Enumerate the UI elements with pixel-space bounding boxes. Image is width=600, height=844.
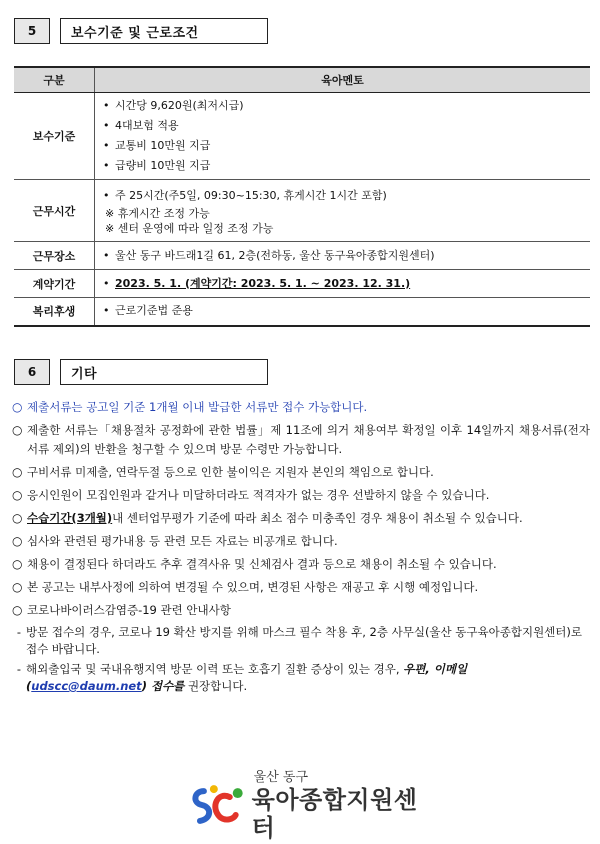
notes-list	[12, 398, 590, 698]
list-item: • 울산 동구 바드래1길 61, 2층(전하동, 울산 동구육아종합지원센터)	[103, 248, 435, 262]
table-row	[14, 93, 590, 180]
list-item: • 교통비 10만원 지급	[103, 139, 211, 152]
header-category: 구분	[14, 67, 95, 93]
row-label: 근무장소	[14, 242, 95, 270]
sub-item: - 해외출입국 및 국내유행지역 방문 이력 또는 호흡기 질환 증상이 있는 경우, 우편, 이메일 (udscc@daum.net) 접수를 권장합니다.	[16, 662, 468, 693]
table-header-row	[14, 67, 590, 93]
list-item: ○ 제출한 서류는「채용절차 공정화에 관한 법률」제 11조에 의거 채용여부 확정일 이후 14일까지 채용서류(전자서류 제외)의 반환을 청구할 수 있으며 방문 수령만 가능합니다.	[12, 423, 590, 456]
row-label: 계약기간	[14, 270, 95, 298]
list-item: ○ 심사와 관련된 평가내용 등 관련 모든 자료는 비공개로 합니다.	[12, 534, 338, 548]
list-item: • 4대보험 적용	[103, 119, 179, 132]
list-item: ○ 수습기간(3개월)내 센터업무평가 기준에 따라 최소 점수 미충족인 경우 채용이 취소될 수 있습니다.	[12, 511, 523, 525]
section-number: 5	[14, 18, 50, 44]
list-item: ○ 코로나바이러스감염증-19 관련 안내사항	[12, 603, 231, 617]
conditions-table	[14, 66, 590, 327]
section-6-header	[14, 359, 268, 385]
section-number: 6	[14, 359, 50, 385]
list-item: • 주 25시간(주5일, 09:30~15:30, 휴게시간 1시간 포함)	[103, 188, 387, 202]
row-label: 복리후생	[14, 298, 95, 326]
sub-item: - 방문 접수의 경우, 코로나 19 확산 방지를 위해 마스크 필수 착용 후, 2층 사무실(울산 동구육아종합지원센터)로 접수 바랍니다.	[16, 625, 582, 656]
list-item: ○ 구비서류 미제출, 연락두절 등으로 인한 불이익은 지원자 본인의 책임으로 합니다.	[12, 465, 434, 479]
section-title: 기타	[60, 359, 268, 385]
note: ※ 휴게시간 조정 가능	[105, 206, 210, 220]
logo-mark-icon	[190, 781, 246, 831]
list-item: • 급량비 10만원 지급	[103, 159, 211, 172]
list-item: • 2023. 5. 1. (계약기간: 2023. 5. 1. ~ 2023. 12. 31.)	[103, 276, 411, 290]
table-row	[14, 242, 590, 270]
header-position: 육아멘토	[95, 67, 591, 93]
list-item: ○ 채용이 결정된다 하더라도 추후 결격사유 및 신체검사 결과 등으로 채용이 취소될 수 있습니다.	[12, 557, 497, 571]
center-logo	[190, 770, 440, 842]
section-title: 보수기준 및 근로조건	[60, 18, 268, 44]
table-row	[14, 180, 590, 242]
table-row	[14, 298, 590, 326]
note: ※ 센터 운영에 따라 일정 조정 가능	[105, 221, 274, 235]
row-label: 근무시간	[14, 180, 95, 242]
list-item: ○ 응시인원이 모집인원과 같거나 미달하더라도 적격자가 없는 경우 선발하지 않을 수 있습니다.	[12, 488, 490, 502]
table-row	[14, 270, 590, 298]
logo-subtitle: 울산 동구	[253, 770, 309, 785]
row-label: 보수기준	[14, 93, 95, 180]
email-link[interactable]: udscc@daum.net	[31, 679, 142, 693]
list-item: ○ 본 공고는 내부사정에 의하여 변경될 수 있으며, 변경된 사항은 재공고 후 시행 예정입니다.	[12, 580, 479, 594]
logo-title: 육아종합지원센터	[251, 786, 418, 842]
list-item: • 근로기준법 준용	[103, 304, 193, 318]
list-item: • 시간당 9,620원(최저시급)	[103, 99, 244, 112]
section-5-header	[14, 18, 268, 44]
list-item: ○ 제출서류는 공고일 기준 1개월 이내 발급한 서류만 접수 가능합니다.	[12, 400, 368, 414]
